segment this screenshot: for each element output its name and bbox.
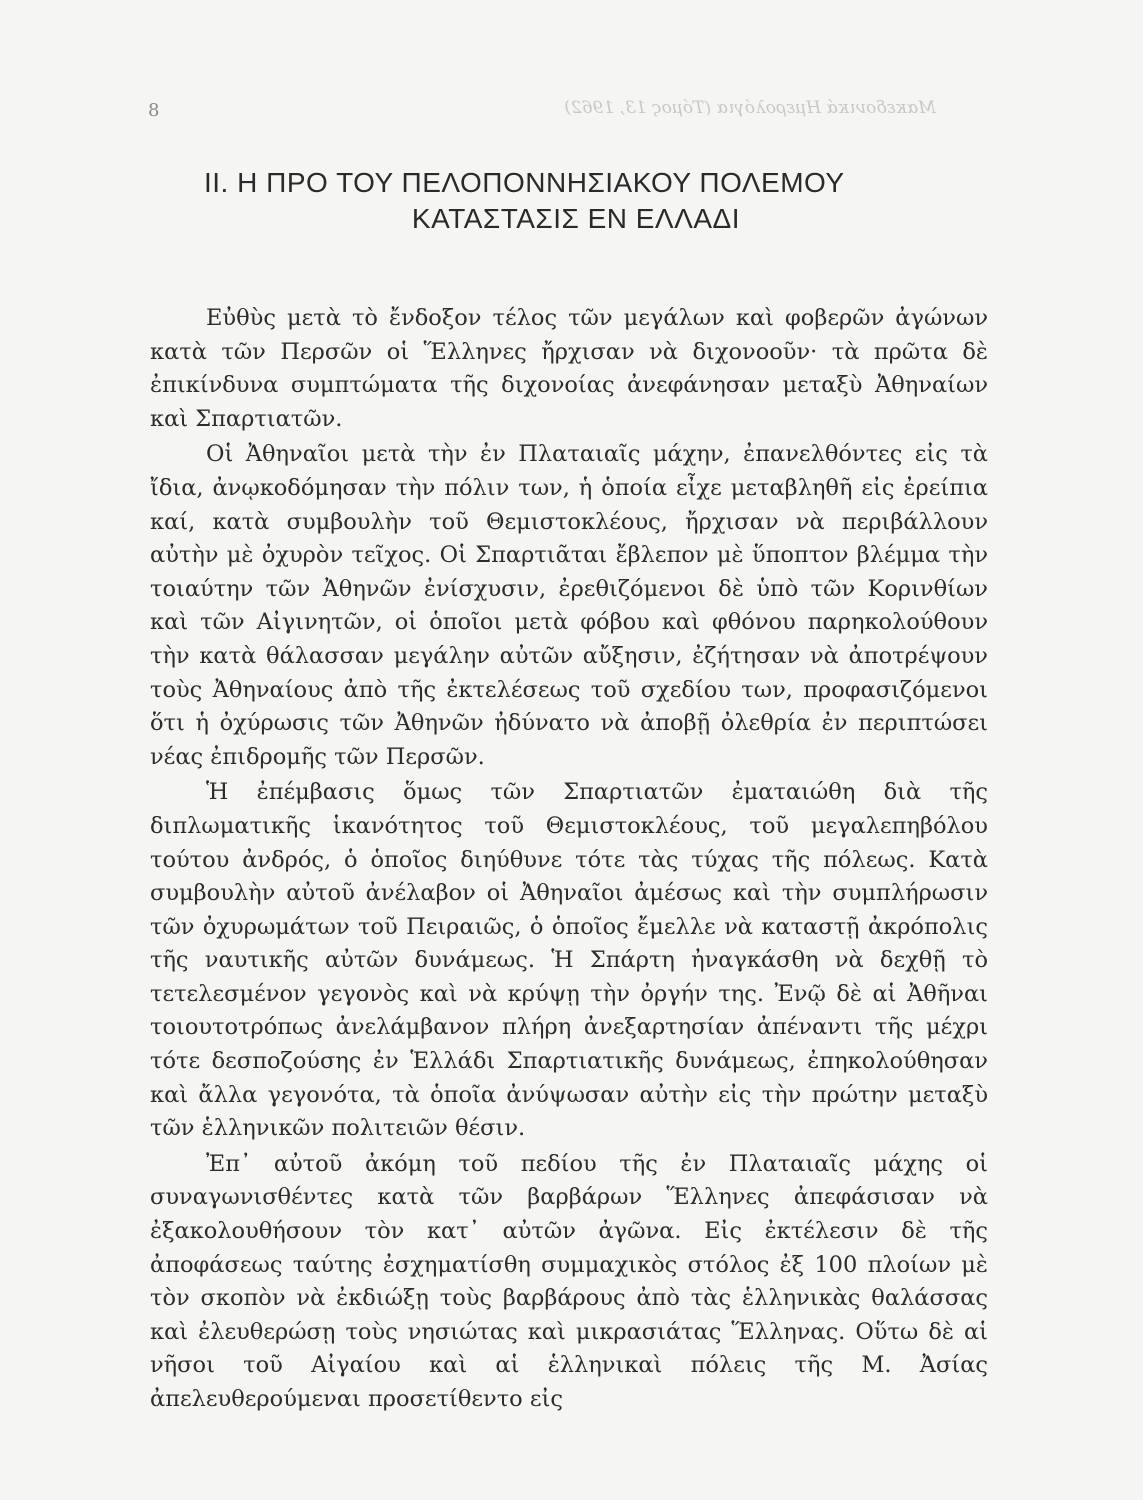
page-number: 8 <box>148 100 160 121</box>
chapter-title-line-2: ΚΑΤΑΣΤΑΣΙΣ ΕΝ ΕΛΛΑΔΙ <box>411 203 740 234</box>
chapter-title <box>150 165 990 237</box>
body-text <box>150 302 988 1419</box>
paragraph-3: Ἡ ἐπέμβασις ὅμως τῶν Σπαρτιατῶν ἐματαιώθη διὰ τῆς διπλωματικῆς ἱκανότητος τοῦ Θεμιστοκλέους, τοῦ μεγαλεπηβόλου τούτου ἀνδρός, ὁ ὁποῖος διηύθυνε τότε τὰς τύχας τῆς πόλεως. Κατὰ συμβουλὴν αὐτοῦ ἀνέλαβον οἱ Ἀθηναῖοι ἀμέσως καὶ τὴν συμπλήρωσιν τῶν ὀχυρωμάτων τοῦ Πειραιῶς, ὁ ὁποῖος ἔμελλε νὰ καταστῇ ἀκρόπολις τῆς ναυτικῆς αὐτῶν δυνάμεως. Ἡ Σπάρτη ἠναγκάσθη νὰ δεχθῇ τὸ τετελεσμένον γεγονὸς καὶ νὰ κρύψῃ τὴν ὀργήν της. Ἐνῷ δὲ αἱ Ἀθῆναι τοιουτοτρόπως ἀνελάμβανον πλήρη ἀνεξαρτησίαν ἀπέναντι τῆς μέχρι τότε δεσποζούσης ἐν Ἑλλάδι Σπαρτιατικῆς δυνάμεως, ἐπηκολούθησαν καὶ ἄλλα γεγονότα, τὰ ὁποῖα ἀνύψωσαν αὐτὴν εἰς τὴν πρώτην μεταξὺ τῶν ἑλληνικῶν πολιτειῶν θέσιν. <box>150 779 988 1142</box>
paragraph-2: Οἱ Ἀθηναῖοι μετὰ τὴν ἐν Πλαταιαῖς μάχην, ἐπανελθόντες εἰς τὰ ἴδια, ἀνῳκοδόμησαν τὴν πόλιν των, ἡ ὁποία εἶχε μεταβληθῆ εἰς ἐρείπια καί, κατὰ συμβουλὴν τοῦ Θεμιστοκλέους, ἤρχισαν νὰ περιβάλλουν αὐτὴν μὲ ὀχυρὸν τεῖχος. Οἱ Σπαρτιᾶται ἔβλεπον μὲ ὕποπτον βλέμμα τὴν τοιαύτην τῶν Ἀθηνῶν ἐνίσχυσιν, ἐρεθιζόμενοι δὲ ὑπὸ τῶν Κορινθίων καὶ τῶν Αἰγινητῶν, οἱ ὁποῖοι μετὰ φόβου καὶ φθόνου παρηκολούθουν τὴν κατὰ θάλασσαν μεγάλην αὐτῶν αὔξησιν, ἐζήτησαν νὰ ἀποτρέψουν τοὺς Ἀθηναίους ἀπὸ τῆς ἐκτελέσεως τοῦ σχεδίου των, προφασιζόμενοι ὅτι ἡ ὀχύρωσις τῶν Ἀθηνῶν ἠδύνατο νὰ ἀποβῇ ὀλεθρία ἐν περιπτώσει νέας ἐπιδρομῆς τῶν Περσῶν. <box>150 441 988 770</box>
paragraph-4: Ἐπ᾽ αὐτοῦ ἀκόμη τοῦ πεδίου τῆς ἐν Πλαταιαῖς μάχης οἱ συναγωνισθέντες κατὰ τῶν βαρβάρων Ἕλληνες ἀπεφάσισαν νὰ ἐξακολουθήσουν τὸν κατ᾽ αὐτῶν ἀγῶνα. Εἰς ἐκτέλεσιν δὲ τῆς ἀποφάσεως ταύτης ἐσχηματίσθη συμμαχικὸς στόλος ἐξ 100 πλοίων μὲ τὸν σκοπὸν νὰ ἐκδιώξῃ τοὺς βαρβάρους ἀπὸ τὰς ἑλληνικὰς θαλάσσας καὶ ἐλευθερώσῃ τοὺς νησιώτας καὶ μικρασιάτας Ἕλληνας. Οὕτω δὲ αἱ νῆσοι τοῦ Αἰγαίου καὶ αἱ ἑλληνικαὶ πόλεις τῆς Μ. Ἀσίας ἀπελευθερούμεναι προσετίθεντο εἰς <box>150 1150 988 1412</box>
paragraph-1: Εὐθὺς μετὰ τὸ ἔνδοξον τέλος τῶν μεγάλων καὶ φοβερῶν ἀγώνων κατὰ τῶν Περσῶν οἱ Ἕλληνες ἤρχισαν νὰ διχονοοῦν· τὰ πρῶτα δὲ ἐπικίνδυνα συμπτώματα τῆς διχονοίας ἀνεφάνησαν μεταξὺ Ἀθηναίων καὶ Σπαρτιατῶν. <box>150 305 988 432</box>
chapter-title-line-1: II. Η ΠΡΟ ΤΟΥ ΠΕΛΟΠΟΝΝΗΣΙΑΚΟΥ ΠΟΛΕΜΟΥ <box>204 167 845 198</box>
running-head-bleedthrough: Μακεδονικά Ημερολόγια (Τόμος 13, 1962) <box>564 98 936 118</box>
